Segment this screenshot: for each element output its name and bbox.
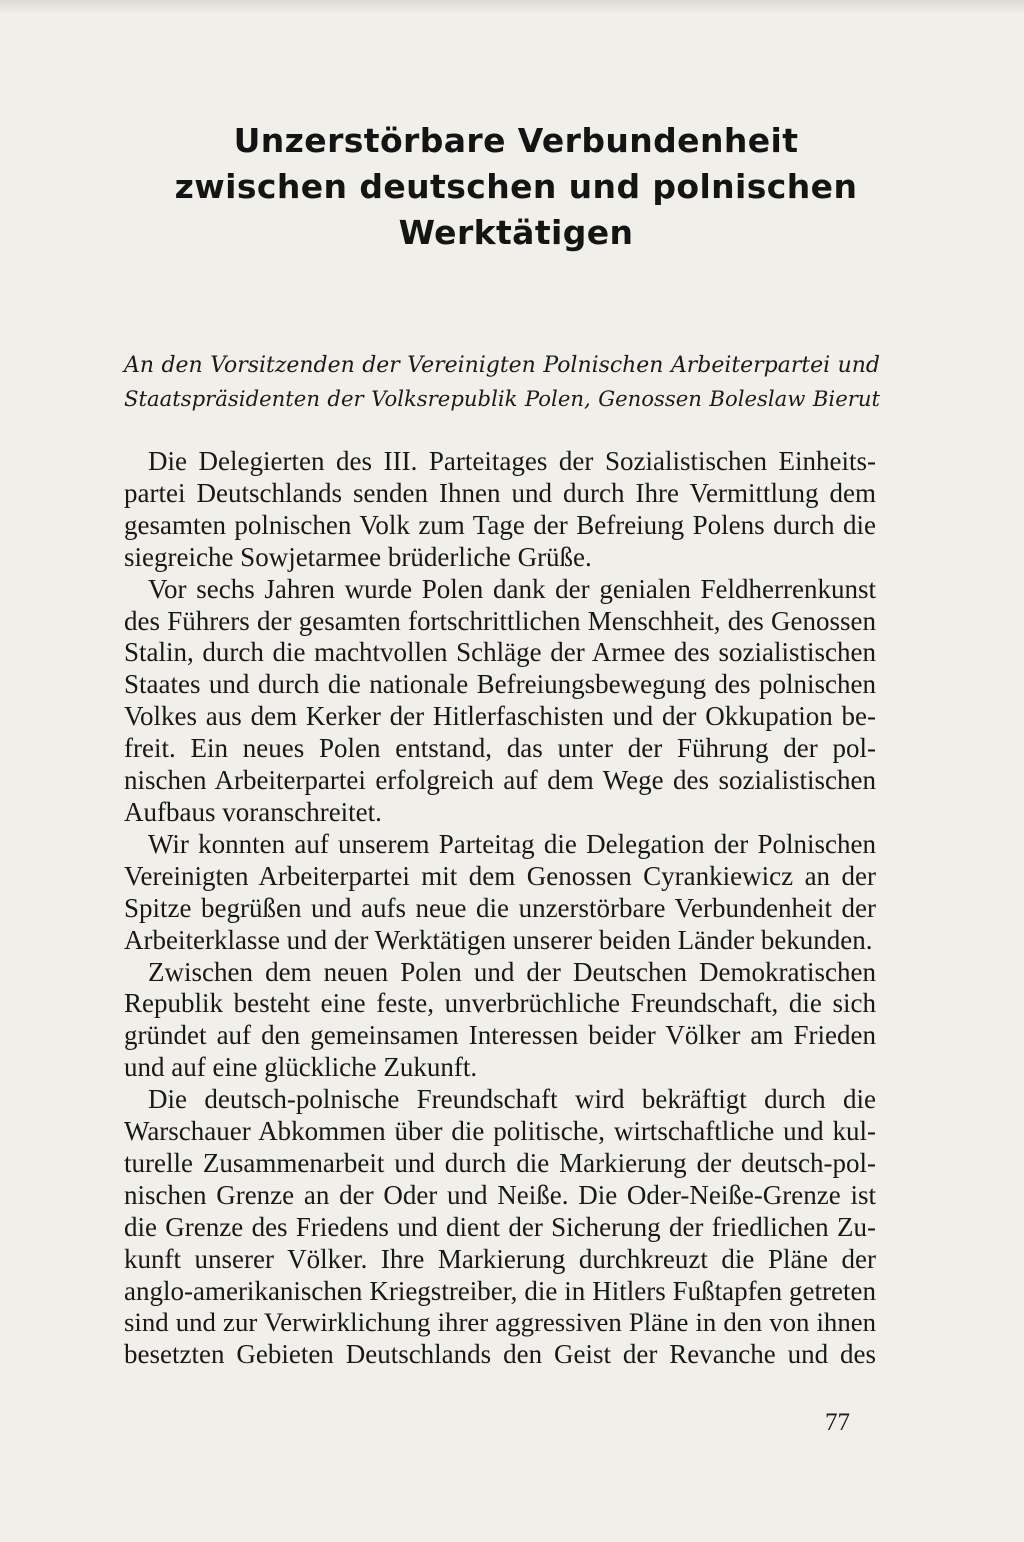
body-line: nischen Arbeiterpartei erfolgreich auf dem Wege des sozialistischen xyxy=(124,765,876,796)
body-line: kunft unserer Völker. Ihre Markierung durchkreuzt die Pläne der xyxy=(124,1243,876,1274)
body-line: Spitze begrüßen und aufs neue die unzerstörbare Verbundenheit der xyxy=(124,892,876,923)
chapter-title-line-1: Unzerstörbare Verbundenheit xyxy=(233,121,799,160)
chapter-title-line-2: zwischen deutschen und polnischen Werktätigen xyxy=(174,167,858,252)
chapter-title xyxy=(100,118,932,256)
body-line: Warschauer Abkommen über die politische, wirtschaftliche und kul- xyxy=(124,1116,876,1147)
page-top-edge xyxy=(0,0,1024,14)
body-line: Vereinigten Arbeiterpartei mit dem Genossen Cyrankiewicz an der xyxy=(124,860,876,891)
body-line: Aufbaus voranschreitet. xyxy=(124,796,382,827)
body-line: Wir konnten auf unserem Parteitag die Delegation der Polnischen xyxy=(148,828,876,859)
page-number: 77 xyxy=(825,1409,850,1436)
body-line: Die deutsch-polnische Freundschaft wird bekräftigt durch die xyxy=(148,1084,876,1115)
letter-body xyxy=(124,446,876,1371)
body-line: nischen Grenze an der Oder und Neiße. Die Oder-Neiße-Grenze ist xyxy=(124,1179,876,1210)
body-line: turelle Zusammenarbeit und durch die Markierung der deutsch-pol- xyxy=(124,1147,876,1178)
letter-addressee xyxy=(124,349,880,415)
body-line: Arbeiterklasse und der Werktätigen unserer beiden Länder bekunden. xyxy=(124,924,873,955)
body-line: Zwischen dem neuen Polen und der Deutschen Demokratischen xyxy=(148,956,876,987)
body-line: gründet auf den gemeinsamen Interessen beider Völker am Frieden xyxy=(124,1020,876,1051)
body-line: gesamten polnischen Volk zum Tage der Befreiung Polens durch die xyxy=(124,509,876,540)
body-line: freit. Ein neues Polen entstand, das unter der Führung der pol- xyxy=(124,733,876,764)
body-line: sind und zur Verwirklichung ihrer aggressiven Pläne in den von ihnen xyxy=(124,1307,876,1338)
body-line: und auf eine glückliche Zukunft. xyxy=(124,1052,478,1083)
body-line: Republik besteht eine feste, unverbrüchliche Freundschaft, die sich xyxy=(124,988,876,1019)
body-line: siegreiche Sowjetarmee brüderliche Grüße. xyxy=(124,541,592,572)
body-line: Die Delegierten des III. Parteitages der Sozialistischen Einheits- xyxy=(148,446,876,476)
body-line: besetzten Gebieten Deutschlands den Geist der Revanche und des xyxy=(124,1339,876,1370)
body-line: Vor sechs Jahren wurde Polen dank der genialen Feldherrenkunst xyxy=(148,573,876,604)
body-line: des Führers der gesamten fortschrittlichen Menschheit, des Genossen xyxy=(124,605,876,636)
body-line: anglo-amerikanischen Kriegstreiber, die in Hitlers Fußtapfen getreten xyxy=(124,1275,876,1306)
body-line: Volkes aus dem Kerker der Hitlerfaschisten und der Okkupation be- xyxy=(124,701,876,732)
body-line: die Grenze des Friedens und dient der Sicherung der friedlichen Zu- xyxy=(124,1211,876,1242)
body-line: Staates und durch die nationale Befreiungsbewegung des polnischen xyxy=(124,669,876,700)
body-line: Stalin, durch die machtvollen Schläge der Armee des sozialistischen xyxy=(124,637,876,668)
addressee-line-2: Staatspräsidenten der Volksrepublik Polen, Genossen Boleslaw Bierut xyxy=(124,386,880,411)
addressee-line-1: An den Vorsitzenden der Vereinigten Polnischen Arbeiterpartei und xyxy=(124,353,880,378)
body-line: partei Deutschlands senden Ihnen und durch Ihre Vermittlung dem xyxy=(124,477,876,508)
